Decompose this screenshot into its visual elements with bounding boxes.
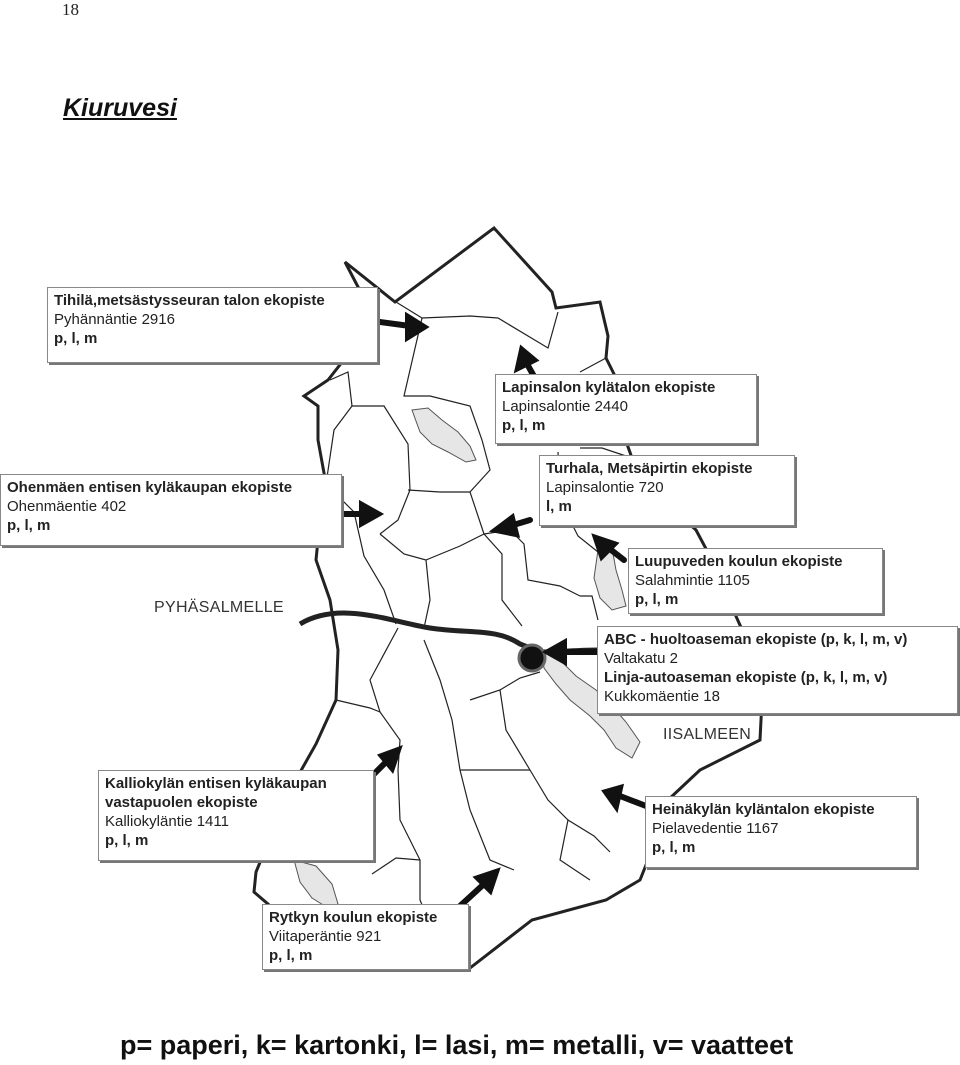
point-materials: p, l, m [54, 330, 98, 347]
point-address: Viitaperäntie 921 [269, 928, 382, 945]
collection-point-luupuvesi [628, 548, 883, 614]
collection-point-turhala [539, 455, 795, 526]
lake-1 [412, 408, 476, 462]
collection-point-abc-linja-auto [597, 626, 958, 714]
point-name: Lapinsalon kylätalon ekopiste [502, 379, 716, 396]
point-name: Tihilä,metsästysseuran talon ekopiste [54, 292, 325, 309]
arrow-rytky [460, 884, 484, 906]
point-name: Kalliokylän entisen kyläkaupan [105, 775, 327, 792]
point-address: Ohenmäentie 402 [7, 498, 127, 515]
point-address: Kalliokyläntie 1411 [105, 813, 229, 830]
collection-point-kalliokyla [98, 770, 374, 861]
point-address-2: Kukkomäentie 18 [604, 688, 720, 705]
lake-4 [294, 860, 338, 908]
point-address: Lapinsalontie 2440 [502, 398, 628, 415]
page-title: Kiuruvesi [63, 94, 177, 122]
direction-label-pyhasalmelle: PYHÄSALMELLE [154, 599, 284, 616]
collection-point-lapinsalo [495, 374, 757, 444]
point-materials: p, l, m [7, 517, 51, 534]
materials-legend: p= paperi, k= kartonki, l= lasi, m= metalli, v= vaatteet [120, 1030, 794, 1060]
point-address: Pielavedentie 1167 [652, 820, 779, 837]
point-materials: p, l, m [635, 591, 679, 608]
point-materials: p, l, m [652, 839, 696, 856]
point-address: Salahmintie 1105 [635, 572, 750, 589]
point-materials: p, l, m [502, 417, 546, 434]
point-name: Rytkyn koulun ekopiste [269, 909, 438, 926]
arrow-heinakyla [620, 796, 646, 806]
point-address: Pyhännäntie 2916 [54, 311, 175, 328]
point-address: Valtakatu 2 [604, 650, 678, 667]
point-name: ABC - huoltoaseman ekopiste (p, k, l, m, v) [604, 631, 908, 648]
collection-point-rytky [262, 904, 469, 970]
page-number: 18 [62, 0, 79, 19]
point-materials: p, l, m [269, 947, 313, 964]
point-name-line2: vastapuolen ekopiste [105, 794, 258, 811]
point-materials: p, l, m [105, 832, 149, 849]
point-address: Lapinsalontie 720 [546, 479, 664, 496]
direction-label-iisalmeen: IISALMEEN [663, 726, 752, 743]
point-materials: l, m [546, 498, 572, 515]
collection-point-tihila [47, 287, 378, 363]
town-centre-marker [519, 645, 545, 671]
point-name: Heinäkylän kyläntalon ekopiste [652, 801, 875, 818]
collection-point-ohenmaki [0, 474, 342, 546]
point-name: Luupuveden koulun ekopiste [635, 553, 843, 570]
point-name: Ohenmäen entisen kyläkaupan ekopiste [7, 479, 293, 496]
point-name: Turhala, Metsäpirtin ekopiste [546, 460, 753, 477]
point-name-2: Linja-autoaseman ekopiste (p, k, l, m, v) [604, 669, 888, 686]
collection-point-heinakyla [645, 796, 917, 868]
